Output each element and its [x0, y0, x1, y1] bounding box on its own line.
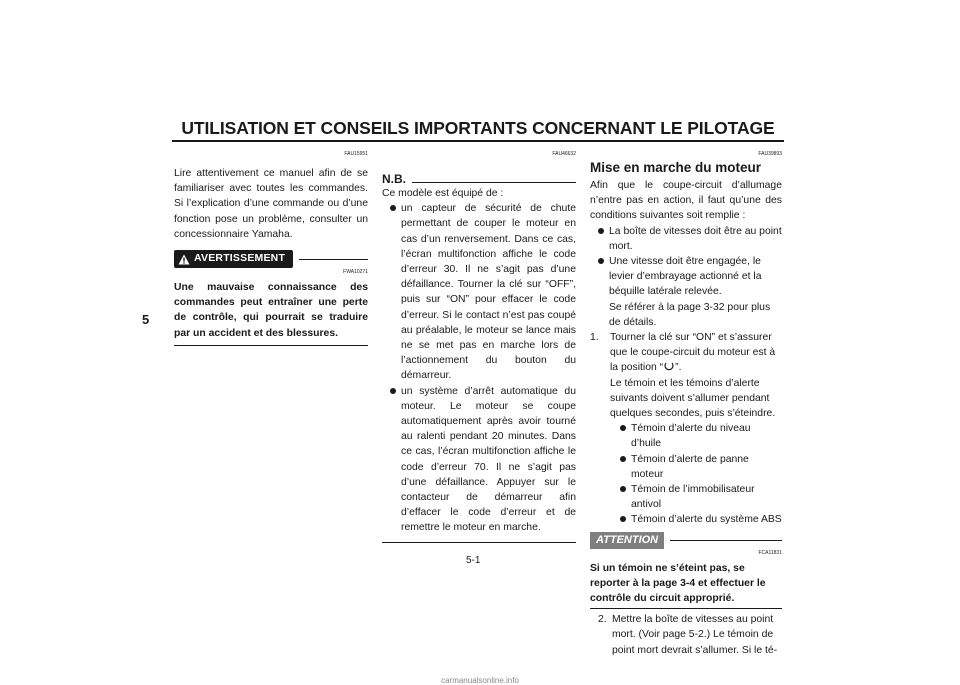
list-item: [620, 421, 782, 451]
list-item-text: Témoin d’alerte de panne moteur: [631, 453, 749, 480]
reference-code: FWA10271: [343, 269, 368, 276]
reference-code: FAU46632: [552, 151, 576, 157]
attention-rule: [670, 540, 782, 541]
bullet-note: Se référer à la page 3-32 pour plus de détails.: [609, 301, 771, 328]
bullet-icon: [620, 516, 626, 522]
warning-header: [174, 250, 368, 268]
chapter-tab: 5: [142, 312, 150, 327]
note-rule: [412, 182, 576, 183]
page-title: UTILISATION ET CONSEILS IMPORTANTS CONCERNANT LE PILOTAGE: [181, 118, 775, 138]
engine-run-icon: [663, 361, 675, 372]
step-number: 2.: [598, 614, 607, 626]
note-label: N.B.: [382, 172, 406, 186]
attention-badge: ATTENTION: [590, 532, 664, 549]
warning-label: AVERTISSEMENT: [194, 252, 286, 265]
list-item-text: Témoin d’alerte du niveau d’huile: [631, 423, 751, 450]
attention-text: Si un témoin ne s’éteint pas, se reporter à la page 3-4 et effectuer le contrôle du circuit approprié.: [590, 562, 766, 605]
list-item: [390, 384, 576, 536]
page-number: 5-1: [466, 555, 481, 566]
step-2: [590, 612, 782, 658]
bullet-icon: [598, 258, 604, 264]
list-item: [620, 482, 782, 512]
list-item-text: La boîte de vitesses doit être au point mort.: [609, 225, 782, 252]
section-title: Mise en marche du moteur: [590, 160, 762, 175]
note-intro: Ce modèle est équipé de :: [382, 188, 504, 199]
bullet-icon: [390, 205, 396, 211]
bullet-icon: [620, 486, 626, 492]
reference-code: FAU39893: [758, 151, 782, 157]
warning-end-rule: [174, 345, 368, 346]
bullet-icon: [390, 388, 396, 394]
warning-triangle-icon: [178, 254, 190, 265]
reference-code: FAU15951: [344, 151, 368, 157]
note-end-rule: [382, 542, 576, 543]
footer-watermark: carmanualsonline.info: [441, 676, 519, 685]
step-detail: Le témoin et les témoins d’alerte suivants doivent s’allumer pendant quelques secondes, puis s’éteindre.: [610, 377, 776, 420]
step-1: [590, 330, 782, 528]
intro-paragraph: Lire attentivement ce manuel afin de se familiariser avec toutes les commandes. Si l’explication d’une commande ou d’une fonction pose un problème, consulter un concessionnaire Yamaha.: [174, 168, 368, 240]
warning-text: Une mauvaise connaissance des commandes peut entraîner une perte de contrôle, qui pourrait se traduire par un accident et des blessures.: [174, 282, 368, 339]
warning-badge: [174, 250, 293, 268]
bullet-icon: [620, 425, 626, 431]
column-left: [174, 150, 368, 346]
step-text: Mettre la boîte de vitesses au point mort. (Voir page 5-2.) Le témoin de point mort devrait s’allumer. Si le té-: [612, 614, 778, 656]
header-rule: [172, 140, 784, 142]
list-item-text: Témoin d’alerte du système ABS: [631, 514, 782, 526]
list-item-text: Une vitesse doit être engagée, le levier d’embrayage actionné et la béquille latérale relevée.: [609, 256, 762, 298]
column-right: [590, 150, 782, 658]
section-intro: Afin que le coupe-circuit d’allumage n’entre pas en action, il faut qu’une des conditions suivantes soit remplie :: [590, 180, 782, 222]
step-text-end: ”.: [675, 362, 682, 374]
bullet-icon: [620, 456, 626, 462]
column-middle: [382, 150, 576, 543]
list-item: [598, 224, 782, 254]
list-item-text: Témoin de l’immobilisateur antivol: [631, 484, 755, 511]
reference-code: FCA11831: [758, 549, 782, 556]
step-text: Tourner la clé sur “ON” et s’assurer que le coupe-circuit du moteur est à la position “: [610, 332, 776, 374]
attention-end-rule: [590, 608, 782, 609]
list-item: [620, 452, 782, 482]
bullet-icon: [598, 228, 604, 234]
list-item: [620, 512, 782, 527]
step-number: 1.: [590, 332, 599, 344]
list-item-text: un système d’arrêt automatique du moteur. Le moteur se coupe automatiquement après avoir tourné au ralenti pendant 20 minutes. Dans ce cas, l’écran multifonction affiche le code d’erreur 70. Il ne s’agit pas d’une défaillance. Appuyer sur le contacteur de démarreur afin d’effacer le code d’erreur et de remettre le moteur en marche.: [401, 385, 576, 534]
note-header: [382, 172, 576, 186]
list-item-text: un capteur de sécurité de chute permettant de couper le moteur en cas d’un renversement. Dans ce cas, l’écran multifonction affiche le code d’erreur 30. Il ne s’agit pas d’une défaillance. Tourner la clé sur “OFF”, puis sur “ON” pour effacer le code d’erreur. Si le contact n’est pas coupé au préalable, le moteur se lance mais ne se met pas en marche lors de l’actionnement du bouton du démarreur.: [401, 203, 576, 382]
list-item: [390, 201, 576, 383]
warning-rule: [299, 259, 368, 260]
attention-header: [590, 532, 782, 549]
list-item: [598, 254, 782, 300]
